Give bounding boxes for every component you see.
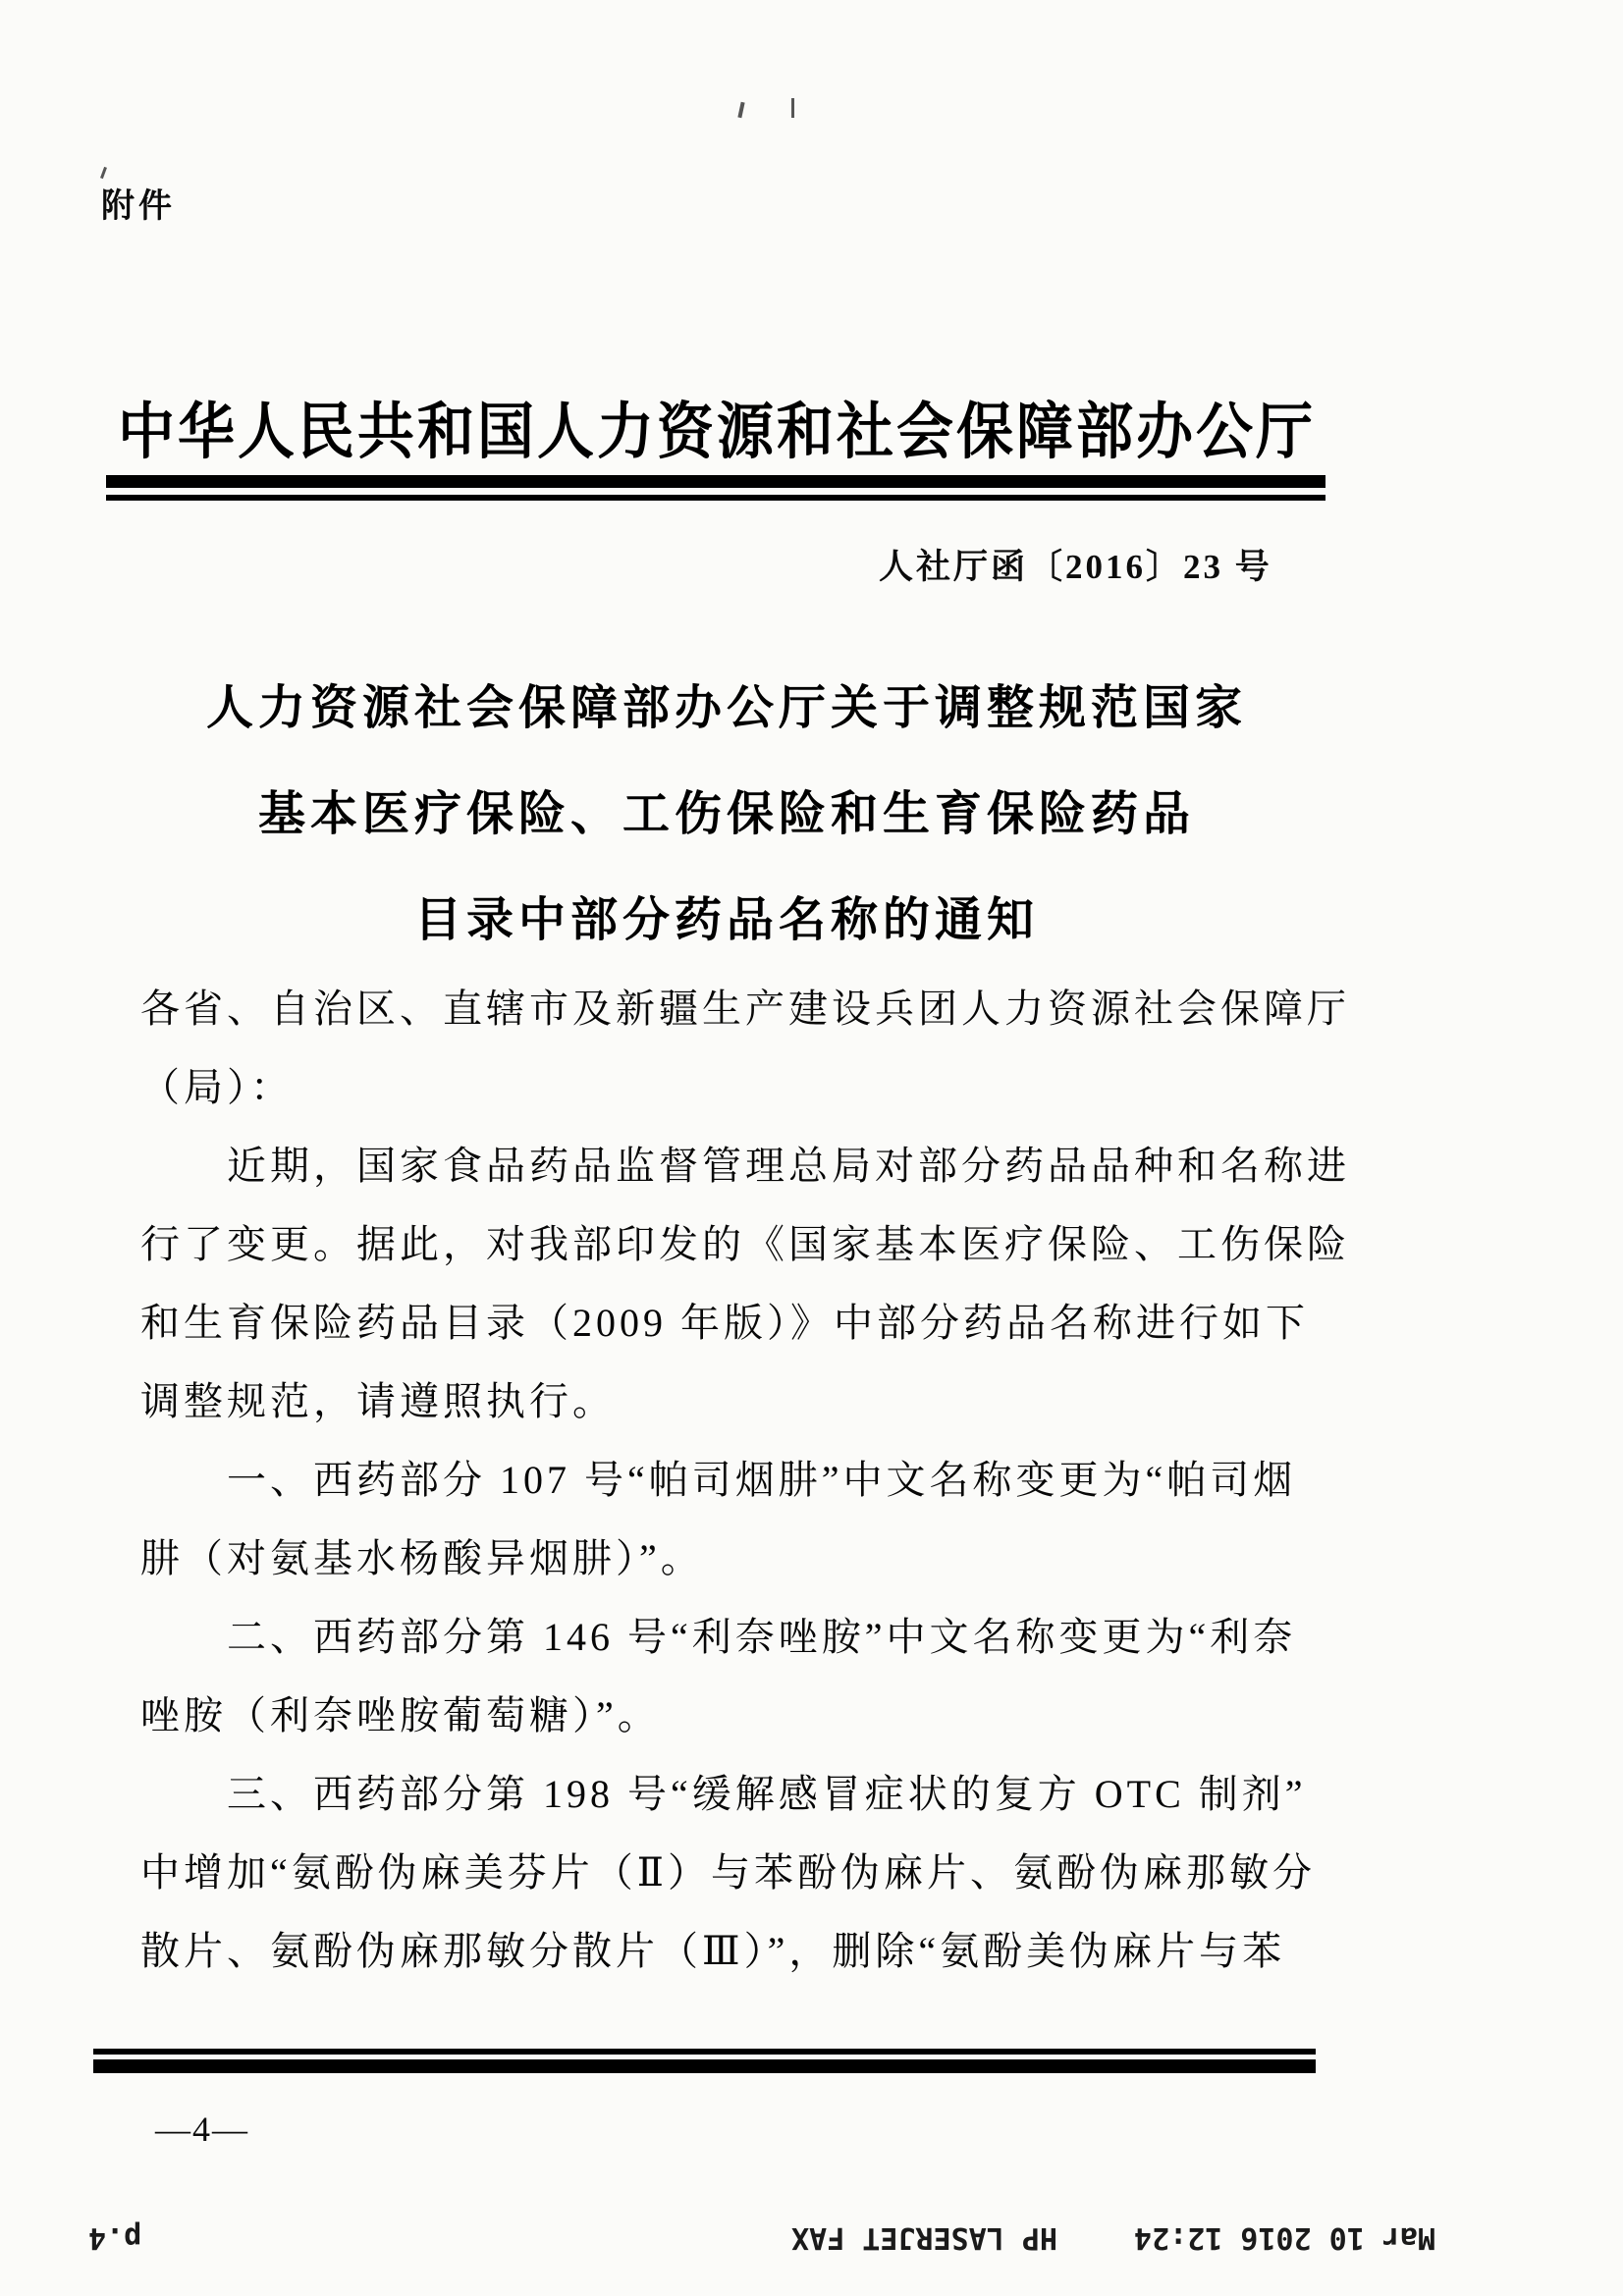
header-divider-thin-rule: [106, 495, 1325, 501]
doc-number: 人社厅函〔2016〕23 号: [879, 548, 1272, 586]
footer-divider-thin-rule: [93, 2049, 1316, 2055]
doc-title: [113, 656, 1340, 974]
attachment-label: 附件: [101, 188, 176, 225]
footer-divider-thick-rule: [93, 2059, 1316, 2073]
body-line: 各省、自治区、直辖市及新疆生产建设兵团人力资源社会保障厅: [140, 987, 1350, 1031]
body-line: （局）：: [140, 1065, 294, 1109]
header-divider: [106, 475, 1325, 501]
body-line: 二、西药部分第 146 号“利奈唑胺”中文名称变更为“利奈: [140, 1615, 1297, 1659]
body-line: 调整规范，请遵照执行。: [140, 1379, 616, 1423]
doc-title-line-2: 基本医疗保险、工伤保险和生育保险药品: [257, 788, 1195, 840]
doc-title-line-3: 目录中部分药品名称的通知: [413, 894, 1039, 946]
footer-divider: [93, 2049, 1316, 2073]
body-line: 和生育保险药品目录（2009 年版）》中部分药品名称进行如下: [140, 1301, 1309, 1345]
body-line: 肼（对氨基水杨酸异烟肼）”。: [140, 1536, 704, 1580]
body-line: 行了变更。据此，对我部印发的《国家基本医疗保险、工伤保险: [140, 1222, 1350, 1266]
body-line: 一、西药部分 107 号“帕司烟肼”中文名称变更为“帕司烟: [140, 1458, 1297, 1502]
scan-artifact: [737, 102, 744, 118]
body-line: 三、西药部分第 198 号“缓解感冒症状的复方 OTC 制剂”: [140, 1772, 1307, 1816]
doc-body: [140, 970, 1387, 1991]
issuing-org-header: 中华人民共和国人力资源和社会保障部办公厅: [117, 397, 1316, 467]
page-number: —4—: [155, 2109, 249, 2149]
fax-page-indicator: p.4: [88, 2220, 142, 2255]
doc-title-line-1: 人力资源社会保障部办公厅关于调整规范国家: [205, 682, 1247, 734]
fax-transmission-header: [88, 2220, 1435, 2255]
scan-artifact: [791, 98, 794, 118]
scan-artifact: [100, 167, 107, 179]
body-line: 中增加“氨酚伪麻美芬片（Ⅱ）与苯酚伪麻片、氨酚伪麻那敏分: [140, 1850, 1316, 1895]
fax-device-name: HP LASERJET FAX: [791, 2220, 1057, 2255]
body-line: 唑胺（利奈唑胺葡萄糖）”。: [140, 1693, 661, 1737]
body-line: 散片、氨酚伪麻那敏分散片（Ⅲ）”，删除“氨酚美伪麻片与苯: [140, 1929, 1286, 1973]
header-divider-thick-rule: [106, 475, 1325, 488]
fax-timestamp: Mar 10 2016 12:24: [1133, 2220, 1435, 2255]
body-line: 近期，国家食品药品监督管理总局对部分药品品种和名称进: [140, 1144, 1350, 1188]
